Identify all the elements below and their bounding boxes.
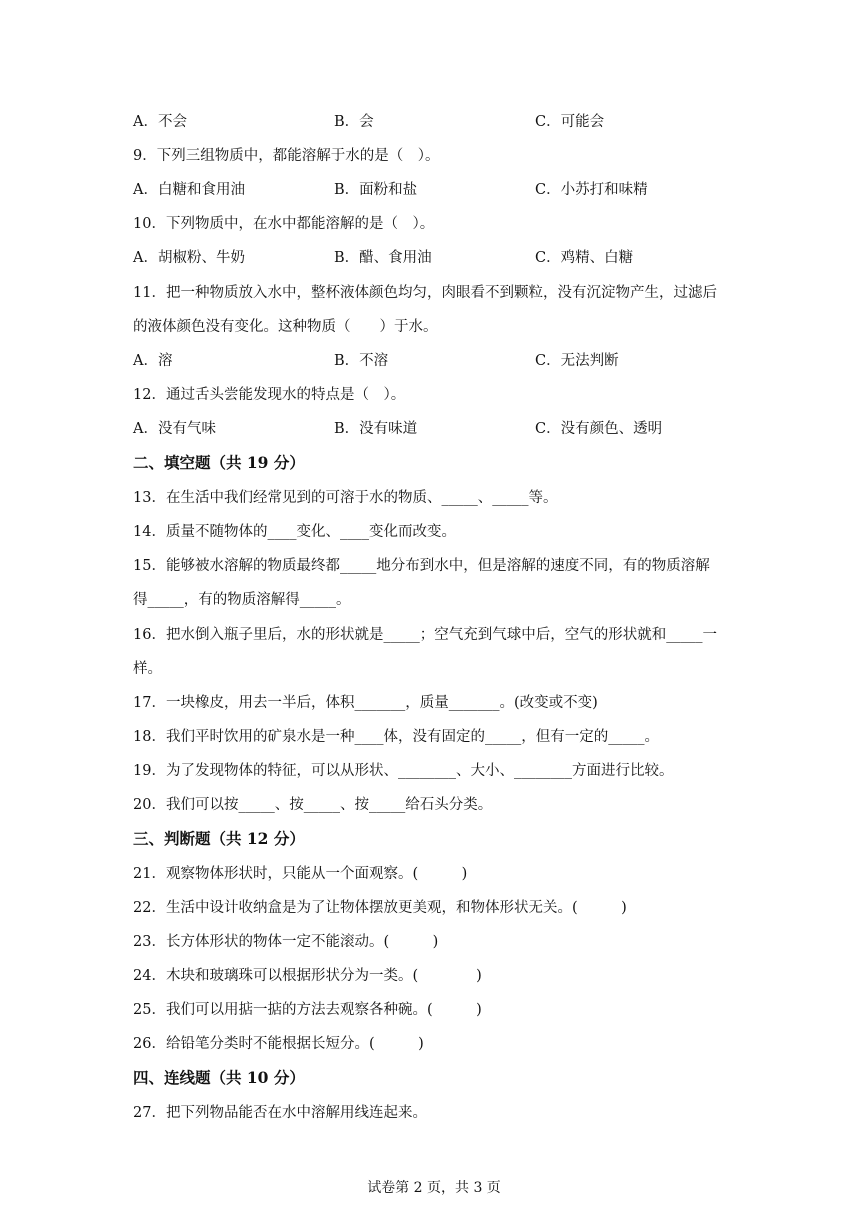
q12-option-a: A．没有气味	[133, 421, 216, 437]
section-heading-matching: 四、连线题（共 10 分）	[133, 1068, 305, 1087]
q15-text-line2: 得_____，有的物质溶解得_____。	[133, 592, 351, 608]
section-heading-fill-in: 二、填空题（共 19 分）	[133, 453, 305, 472]
q14-text: 14．质量不随物体的____变化、____变化而改变。	[133, 524, 456, 540]
q13-text: 13．在生活中我们经常见到的可溶于水的物质、_____、_____等。	[133, 490, 558, 506]
q10-option-b: B．醋、食用油	[334, 250, 432, 266]
q11-stem-line1: 11．把一种物质放入水中，整杯液体颜色均匀，肉眼看不到颗粒，没有沉淀物产生，过滤后	[133, 285, 717, 301]
q21-text: 21．观察物体形状时，只能从一个面观察。( )	[133, 866, 468, 882]
q11-option-a: A．溶	[133, 353, 173, 369]
q9-option-c: C．小苏打和味精	[535, 182, 648, 198]
q12-option-c: C．没有颜色、透明	[535, 421, 663, 437]
q12-option-b: B．没有味道	[334, 421, 418, 437]
q20-text: 20．我们可以按_____、按_____、按_____给石头分类。	[133, 797, 493, 813]
q8-option-c: C．可能会	[535, 114, 605, 130]
q10-option-a: A．胡椒粉、牛奶	[133, 250, 245, 266]
q8-option-a: A．不会	[133, 114, 187, 130]
q19-text: 19．为了发现物体的特征，可以从形状、________、大小、________方面进行比较。	[133, 763, 674, 779]
q22-text: 22．生活中设计收纳盒是为了让物体摆放更美观，和物体形状无关。( )	[133, 900, 627, 916]
q24-text: 24．木块和玻璃珠可以根据形状分为一类。( )	[133, 968, 482, 984]
q11-option-c: C．无法判断	[535, 353, 619, 369]
q11-stem-line2: 的液体颜色没有变化。这种物质（ ）于水。	[133, 319, 438, 335]
q15-text-line1: 15．能够被水溶解的物质最终都_____地分布到水中，但是溶解的速度不同，有的物质溶解	[133, 558, 710, 574]
q18-text: 18．我们平时饮用的矿泉水是一种____体，没有固定的_____，但有一定的_____。	[133, 729, 659, 745]
q17-text: 17．一块橡皮，用去一半后，体积_______，质量_______。(改变或不变)	[133, 695, 598, 711]
q27-text: 27．把下列物品能否在水中溶解用线连起来。	[133, 1105, 427, 1121]
q11-option-b: B．不溶	[334, 353, 389, 369]
q9-option-a: A．白糖和食用油	[133, 182, 245, 198]
q9-option-b: B．面粉和盐	[334, 182, 418, 198]
q10-stem: 10．下列物质中，在水中都能溶解的是（ ）。	[133, 216, 435, 232]
q16-text-line2: 样。	[133, 661, 162, 677]
q16-text-line1: 16．把水倒入瓶子里后，水的形状就是_____；空气充到气球中后，空气的形状就和_____一	[133, 627, 717, 643]
q9-stem: 9．下列三组物质中，都能溶解于水的是（ ）。	[133, 148, 440, 164]
q12-stem: 12．通过舌头尝能发现水的特点是（ ）。	[133, 387, 406, 403]
q10-option-c: C．鸡精、白糖	[535, 250, 634, 266]
q8-option-b: B．会	[334, 114, 374, 130]
q26-text: 26．给铅笔分类时不能根据长短分。( )	[133, 1036, 424, 1052]
section-heading-true-false: 三、判断题（共 12 分）	[133, 829, 305, 848]
q25-text: 25．我们可以用掂一掂的方法去观察各种碗。( )	[133, 1002, 482, 1018]
page-footer: 试卷第 2 页，共 3 页	[367, 1180, 501, 1196]
q23-text: 23．长方体形状的物体一定不能滚动。( )	[133, 934, 439, 950]
